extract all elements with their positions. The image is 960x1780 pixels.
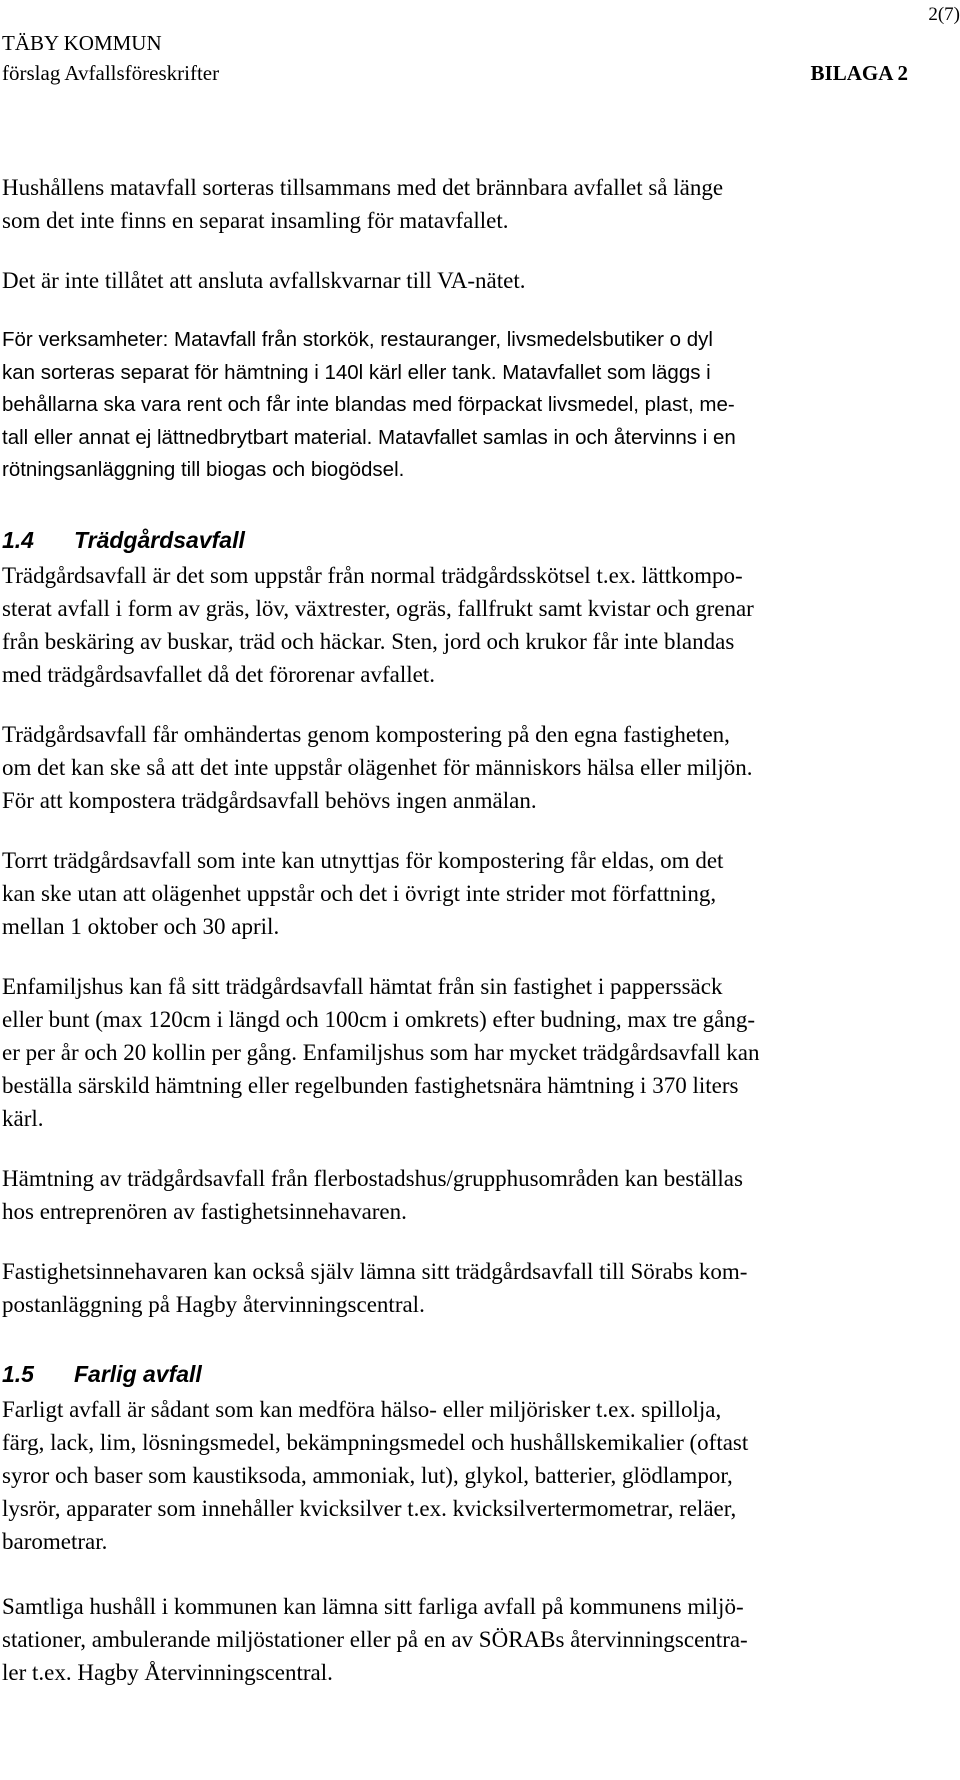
document-title: förslag Avfallsföreskrifter: [2, 61, 220, 85]
section-heading-hazardous-waste: [2, 1355, 952, 1393]
attachment-label: BILAGA 2: [810, 61, 908, 85]
paragraph-food-waste-sorting: [2, 171, 952, 237]
page-header: [2, 28, 908, 88]
text-line: tall eller annat ej lättnedbrytbart material. Matavfallet samlas in och återvinns i en: [2, 425, 736, 449]
paragraph-hazardous-definition: [2, 1393, 952, 1558]
text-line: hos entreprenören av fastighetsinnehavaren.: [2, 1198, 407, 1224]
text-line: er per år och 20 kollin per gång. Enfamiljshus som har mycket trädgårdsavfall kan: [2, 1039, 760, 1065]
paragraph-hazardous-dropoff: [2, 1590, 952, 1689]
paragraph-garden-waste-definition: [2, 559, 952, 691]
text-line: kan sorteras separat för hämtning i 140l kärl eller tank. Matavfallet som läggs i: [2, 360, 711, 384]
text-line: beställa särskild hämtning eller regelbunden fastighetsnära hämtning i 370 liters: [2, 1072, 739, 1098]
text-line: Farligt avfall är sådant som kan medföra hälso- eller miljörisker t.ex. spillolja,: [2, 1396, 722, 1422]
text-line: eller bunt (max 120cm i längd och 100cm i omkrets) efter budning, max tre gång-: [2, 1006, 756, 1032]
text-line: färg, lack, lim, lösningsmedel, bekämpningsmedel och hushållskemikalier (oftast: [2, 1429, 749, 1455]
text-line: om det kan ske så att det inte uppstår olägenhet för människors hälsa eller miljön.: [2, 754, 753, 780]
text-line: med trädgårdsavfallet då det förorenar avfallet.: [2, 661, 435, 687]
text-line: som det inte finns en separat insamling för matavfallet.: [2, 208, 509, 233]
text-line: Fastighetsinnehavaren kan också själv lämna sitt trädgårdsavfall till Sörabs kom-: [2, 1258, 748, 1284]
text-line: För verksamheter: Matavfall från storkök, restauranger, livsmedelsbutiker o dyl: [2, 328, 713, 351]
paragraph-burning: [2, 844, 952, 943]
text-line: mellan 1 oktober och 30 april.: [2, 913, 280, 939]
header-row-document: [2, 58, 908, 88]
text-line: sterat avfall i form av gräs, löv, växtrester, ogräs, fallfrukt samt kvistar och grenar: [2, 595, 754, 621]
text-line: Samtliga hushåll i kommunen kan lämna sitt farliga avfall på kommunens miljö-: [2, 1593, 744, 1619]
text-line: kärl.: [2, 1105, 44, 1131]
section-heading-garden-waste: [2, 521, 952, 559]
section-title: Trädgårdsavfall: [74, 526, 245, 553]
text-line: barometrar.: [2, 1528, 108, 1554]
text-line: Enfamiljshus kan få sitt trädgårdsavfall hämtat från sin fastighet i papperssäck: [2, 973, 723, 999]
paragraph-single-family-collection: [2, 970, 952, 1135]
paragraph-multi-dwelling-collection: [2, 1162, 952, 1228]
section-number: 1.4: [2, 526, 34, 553]
text-line: ler t.ex. Hagby Återvinningscentral.: [2, 1659, 333, 1685]
paragraph-businesses: [2, 324, 952, 487]
text-line: Hämtning av trädgårdsavfall från flerbostadshus/grupphusområden kan beställas: [2, 1165, 743, 1191]
paragraph-self-delivery: [2, 1255, 952, 1321]
section-title: Farlig avfall: [74, 1360, 202, 1387]
text-line: från beskäring av buskar, träd och häckar. Sten, jord och krukor får inte blandas: [2, 628, 735, 654]
document-body: [2, 171, 952, 1689]
text-line: Torrt trädgårdsavfall som inte kan utnyttjas för kompostering får eldas, om det: [2, 847, 724, 873]
text-line: rötningsanläggning till biogas och biogödsel.: [2, 458, 405, 481]
text-line: behållarna ska vara rent och får inte blandas med förpackat livsmedel, plast, me-: [2, 393, 735, 416]
municipality-name: TÄBY KOMMUN: [2, 31, 162, 55]
text-line: lysrör, apparater som innehåller kvicksilver t.ex. kvicksilvertermometrar, reläer,: [2, 1495, 737, 1521]
text-line: Trädgårdsavfall får omhändertas genom kompostering på den egna fastigheten,: [2, 721, 730, 747]
text-line: syror och baser som kaustiksoda, ammoniak, lut), glykol, batterier, glödlampor,: [2, 1462, 733, 1488]
text-line: kan ske utan att olägenhet uppstår och det i övrigt inte strider mot författning,: [2, 880, 717, 906]
text-line: Hushållens matavfall sorteras tillsammans med det brännbara avfallet så länge: [2, 175, 724, 200]
paragraph-composting: [2, 718, 952, 817]
text-line: postanläggning på Hagby återvinningscentral.: [2, 1291, 425, 1317]
text-line: För att kompostera trädgårdsavfall behövs ingen anmälan.: [2, 787, 537, 813]
text-line: stationer, ambulerande miljöstationer eller på en av SÖRABs återvinningscentra-: [2, 1626, 748, 1652]
paragraph-waste-disposers: [2, 264, 952, 297]
text-line: Det är inte tillåtet att ansluta avfallskvarnar till VA-nätet.: [2, 268, 526, 293]
page-number: 2(7): [928, 4, 960, 25]
text-line: Trädgårdsavfall är det som uppstår från normal trädgårdsskötsel t.ex. lättkompo-: [2, 562, 743, 588]
header-row-municipality: [2, 28, 908, 58]
section-number: 1.5: [2, 1360, 34, 1387]
